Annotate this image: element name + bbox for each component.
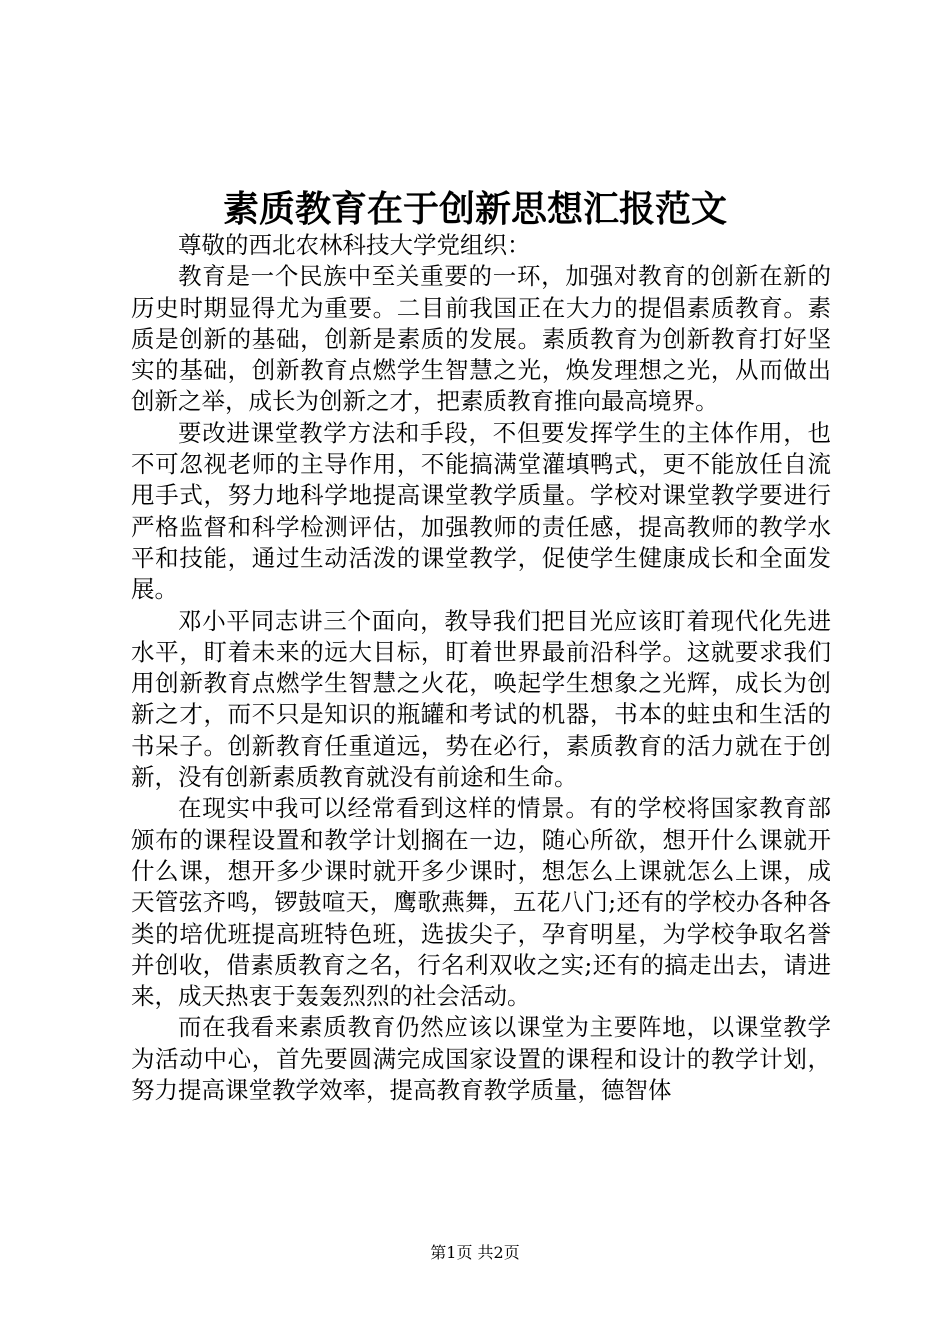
paragraph: 要改进课堂教学方法和手段，不但要发挥学生的主体作用，也不可忽视老师的主导作用，不能搞满堂灌填鸭式，更不能放任自流甩手式，努力地科学地提高课堂教学质量。学校对课堂教学要进行严格监督和科学检测评估，加强教师的责任感，提高教师的教学水平和技能，通过生动活泼的课堂教学，促使学生健康成长和全面发展。 (131, 418, 831, 604)
paragraph: 在现实中我可以经常看到这样的情景。有的学校将国家教育部颁布的课程设置和教学计划搁在一边，随心所欲，想开什么课就开什么课，想开多少课时就开多少课时，想怎么上课就怎么上课，成天管弦齐鸣，锣鼓喧天，鹰歌燕舞，五花八门;还有的学校办各种各类的培优班提高班特色班，选拔尖子，孕育明星，为学校争取名誉并创收，借素质教育之名，行名利双收之实;还有的搞走出去，请进来，成天热衷于轰轰烈烈的社会活动。 (131, 794, 831, 1011)
document-title: 素质教育在于创新思想汇报范文 (222, 188, 727, 230)
paragraph: 而在我看来素质教育仍然应该以课堂为主要阵地，以课堂教学为活动中心，首先要圆满完成国家设置的课程和设计的教学计划，努力提高课堂教学效率，提高教育教学质量，德智体 (131, 1013, 831, 1105)
salutation: 尊敬的西北农林科技大学党组织： (178, 231, 531, 259)
paragraph: 教育是一个民族中至关重要的一环，加强对教育的创新在新的历史时期显得尤为重要。二目前我国正在大力的提倡素质教育。素质是创新的基础，创新是素质的发展。素质教育为创新教育打好坚实的基础，创新教育点燃学生智慧之光，焕发理想之光，从而做出创新之举，成长为创新之才，把素质教育推向最高境界。 (131, 262, 831, 416)
document-body (131, 230, 831, 1106)
page-footer: 第1页 共2页 (430, 1243, 520, 1262)
paragraph: 邓小平同志讲三个面向，教导我们把目光应该盯着现代化先进水平，盯着未来的远大目标，盯着世界最前沿科学。这就要求我们用创新教育点燃学生智慧之火花，唤起学生想象之光辉，成长为创新之才，而不只是知识的瓶罐和考试的机器，书本的蛀虫和生活的书呆子。创新教育任重道远，势在必行，素质教育的活力就在于创新，没有创新素质教育就没有前途和生命。 (131, 606, 831, 792)
